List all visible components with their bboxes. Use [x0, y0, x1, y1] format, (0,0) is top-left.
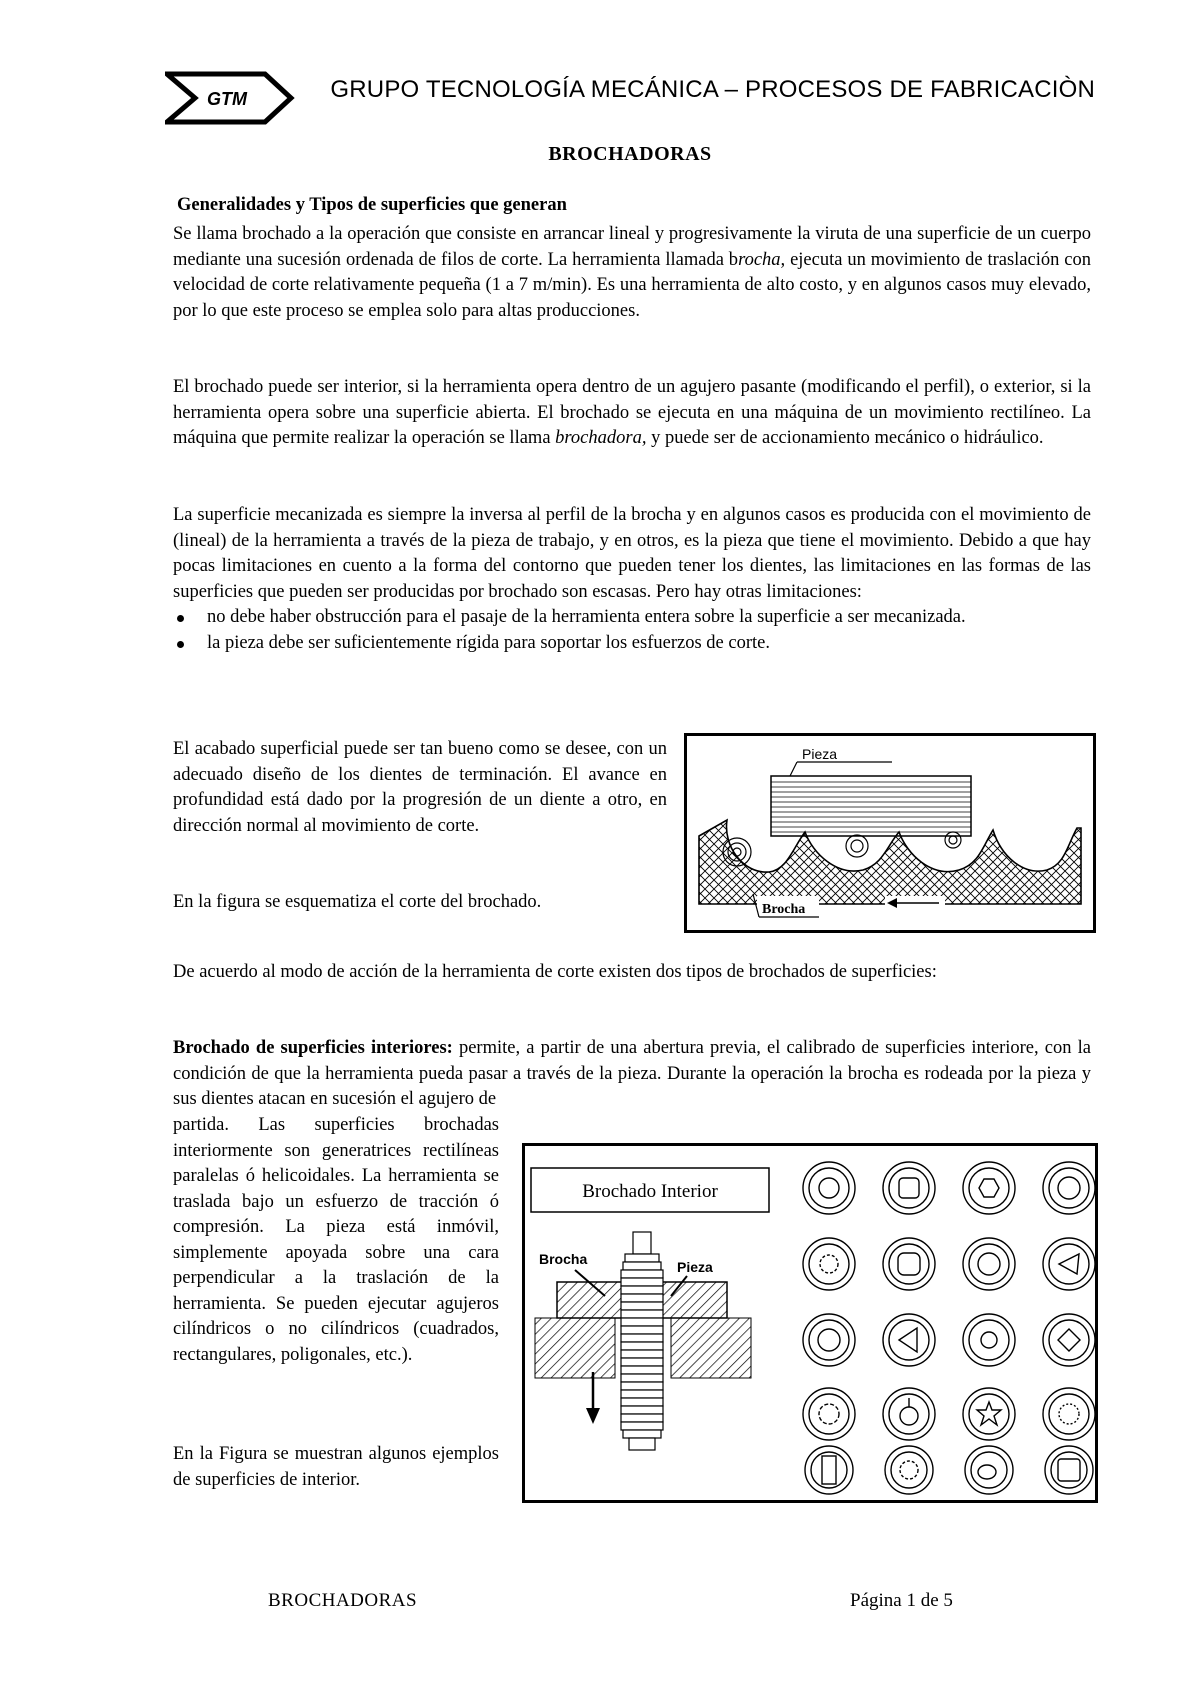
profile-circle-keyway-icon: [803, 1162, 855, 1214]
paragraph-7-continued: [173, 1113, 499, 1368]
paragraph-4: [173, 737, 667, 839]
limitations-list: [173, 605, 1091, 656]
paragraph-3: [173, 503, 1091, 656]
profile-triangle-keyway-icon: [1043, 1238, 1095, 1290]
figure2-title: Brochado Interior: [582, 1181, 718, 1202]
list-item: la pieza debe ser suficientemente rígida para soportar los esfuerzos de corte.: [173, 631, 1091, 657]
label-brocha: Brocha: [762, 902, 806, 917]
p7-continued-text: partida. Las superficies brochadas interiormente son generatrices rectilíneas paralelas ó helicoidales. La herramienta se traslada bajo un esfuerzo de tracción ó compresión. La pieza está inmóvil, simplemente apoyada sobre una cara perpendicular a la traslación de la herramienta. Se pueden ejecutar agujeros cilíndricos o no cilíndricos (cuadrados, rectangulares, poligonales, etc.).: [173, 1115, 499, 1365]
p2-text-a: El brochado puede ser interior, si la herramienta opera dentro de un agujero pasante (modificando el perfil), o exterior, si la herramienta opera sobre una superficie abierta. El brochado se ejecuta en una máquina de un movimiento rectilíneo. La máquina que permite realizar la operación se llama: [173, 377, 1091, 448]
page-number: Página 1 de 5: [850, 1590, 953, 1611]
profile-keyed-circle-icon: [883, 1388, 935, 1440]
list-item: no debe haber obstrucción para el pasaje de la herramienta entera sobre la superficie a ser mecanizada.: [173, 605, 1091, 631]
p1-text-a: Se llama brochado a la operación que consiste en arrancar lineal y progresivamente la viruta de una superficie de un cuerpo mediante una sucesión ordenada de filos de corte. La herramienta llamada b: [173, 224, 1091, 270]
broach-tool: [621, 1232, 663, 1450]
profile-spline-icon: [803, 1388, 855, 1440]
profile-square-rounded-icon: [883, 1162, 935, 1214]
p8-text: En la Figura se muestran algunos ejemplos de superficies de interior.: [173, 1444, 499, 1490]
profile-serrated-icon: [1043, 1388, 1095, 1440]
profile-square-icon: [1045, 1446, 1093, 1494]
gtm-logo: [165, 70, 295, 126]
section-heading: Generalidades y Tipos de superficies que generan: [177, 195, 567, 215]
p4-text: El acabado superficial puede ser tan bueno como se desee, con un adecuado diseño de los dientes de terminación. El avance en profundidad está dado por la progresión de un diente a otro, en dirección normal al movimiento de corte.: [173, 739, 667, 836]
interior-profiles-grid: [803, 1162, 1095, 1494]
p7-text: permite, a partir de una abertura previa, el calibrado de superficies interiore, con la condición de que la herramienta pueda pasar a través de la pieza. Durante la operación la brocha es rodeada por la pieza y sus dientes atacan en sucesión el agujero de: [173, 1038, 1091, 1109]
down-arrow-icon: [586, 1408, 600, 1424]
profile-rounded-square-icon: [883, 1238, 935, 1290]
profile-triangle-icon: [883, 1314, 935, 1366]
p1-text-b: ejecuta un movimiento de traslación con velocidad de corte relativamente pequeña (1 a 7 m/min). Es una herramienta de alto costo, y en algunos casos muy elevado, por lo que este proceso se emplea solo para altas producciones.: [173, 249, 1091, 321]
p6-text: De acuerdo al modo de acción de la herramienta de corte existen dos tipos de brochados de superficies:: [173, 962, 937, 982]
paragraph-5: [173, 890, 667, 916]
label-pieza: Pieza: [677, 1259, 713, 1275]
broach-cut-illustration: [687, 736, 1093, 930]
profile-hexagon-icon: [963, 1162, 1015, 1214]
p7-heading: Brochado de superficies interiores:: [173, 1038, 453, 1058]
document-title: BROCHADORAS: [548, 143, 712, 165]
label-brocha: Brocha: [539, 1251, 588, 1267]
logo-text: GTM: [207, 89, 247, 109]
p2-text-b: y puede ser de accionamiento mecánico o hidráulico.: [646, 428, 1044, 448]
profile-offset-circle-icon: [965, 1446, 1013, 1494]
paragraph-6: [173, 960, 1091, 986]
profile-circle-flats-icon: [1043, 1162, 1095, 1214]
figure-broach-cut: [684, 733, 1096, 933]
footer-title: BROCHADORAS: [268, 1590, 418, 1611]
profile-splined-circle-icon: [885, 1446, 933, 1494]
header-title: GRUPO TECNOLOGÍA MECÁNICA – PROCESOS DE FABRICACIÒN: [330, 76, 1095, 103]
profile-diamond-icon: [1043, 1314, 1095, 1366]
interior-broaching-illustration: [525, 1146, 1095, 1500]
profile-rectangle-slot-icon: [805, 1446, 853, 1494]
profile-gear-icon: [803, 1238, 855, 1290]
paragraph-2: [173, 375, 1091, 452]
page-header: [165, 70, 1095, 126]
p2-text-italic: brochadora,: [555, 428, 647, 448]
profile-small-circle-icon: [963, 1314, 1015, 1366]
p1-text-italic: rocha,: [738, 249, 786, 270]
p3-text: La superficie mecanizada es siempre la inversa al perfil de la brocha y en algunos casos es producida con el movimiento de (lineal) de la herramienta a través de la pieza de trabajo, y en otros, es la pieza que tiene el movimiento. Debido a que hay pocas limitaciones en cuento a la forma del contorno que pueden tener los dientes, las limitaciones en las formas de las superficies que pueden ser producidas por brochado son escasas. Pero hay otras limitaciones:: [173, 505, 1091, 602]
figure-interior-broaching: [522, 1143, 1098, 1503]
p5-text: En la figura se esquematiza el corte del brochado.: [173, 892, 542, 912]
paragraph-1: [173, 222, 1091, 324]
paragraph-7: [173, 1036, 1091, 1113]
workpiece-right: [653, 1282, 727, 1318]
profile-circle-icon: [963, 1238, 1015, 1290]
paragraph-8: [173, 1442, 499, 1493]
profile-double-circle-icon: [803, 1314, 855, 1366]
profile-star-icon: [963, 1388, 1015, 1440]
label-pieza: Pieza: [802, 746, 838, 762]
